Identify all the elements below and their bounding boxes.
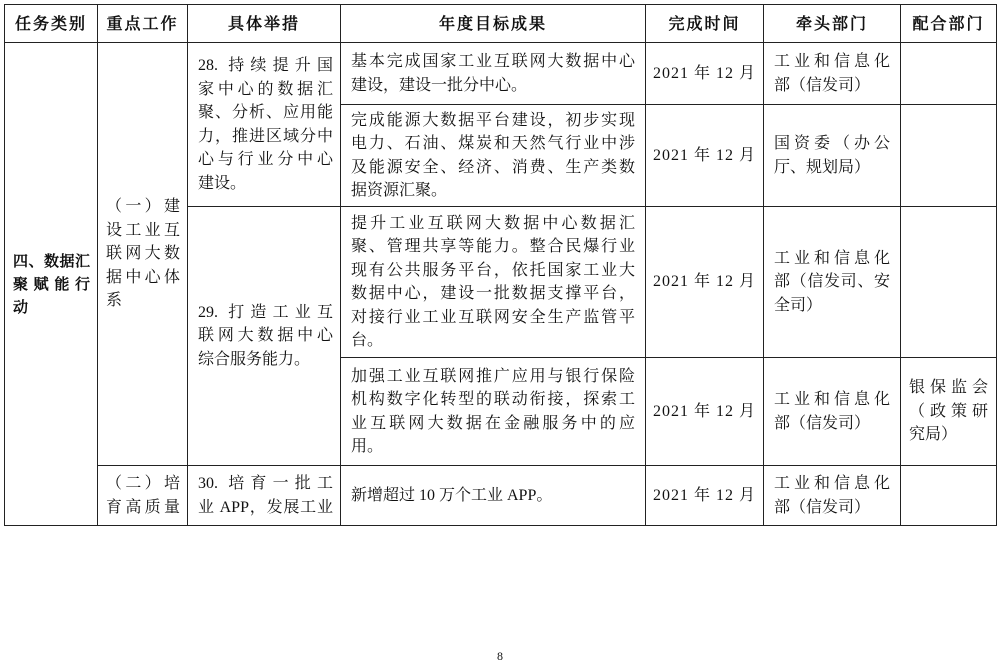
cell-key-work-1 <box>98 43 188 466</box>
cell-lead-row1 <box>764 43 901 105</box>
text-line: （一）建 <box>106 198 180 216</box>
deadline-text: 2021 年 12 月 <box>652 486 756 504</box>
text-line: 28. 持续提升国 <box>198 57 333 74</box>
text-line: 对接行业工业互联网安全生产监管平 <box>351 308 635 326</box>
text-line: 部（信发司、安 <box>774 273 890 291</box>
text-line: 国资委（办公 <box>774 135 890 152</box>
text-line: 联网大数据中心 <box>198 327 333 345</box>
text-line: 现有公共服务平台，依托国家工业大 <box>351 261 635 279</box>
text-line: 29. 打造工业互 <box>198 303 333 321</box>
text-line: 据中心体 <box>106 268 180 286</box>
text-line: 提升工业互联网大数据中心数据汇 <box>351 214 635 232</box>
text-line: 聚赋能行 <box>13 274 90 293</box>
cell-measure-29 <box>188 207 341 466</box>
deadline-text: 2021 年 12 月 <box>652 64 756 82</box>
cell-support-row4 <box>901 358 997 466</box>
header-lead-department: 牵头部门 <box>764 5 901 43</box>
text-line: 部（信发司） <box>774 76 871 94</box>
text-line: 建设。 <box>198 174 247 192</box>
text-line: （二）培 <box>106 475 180 492</box>
text-line: 据资源汇聚。 <box>351 182 448 199</box>
cell-goal-row1 <box>341 43 646 105</box>
deadline-text: 2021 年 12 月 <box>652 273 756 291</box>
text-line: 部（信发司） <box>774 414 871 432</box>
text-line: 新增超过 10 万个工业 APP。 <box>351 486 553 504</box>
text-line: 心与行业分中心 <box>198 151 333 168</box>
text-line: 育高质量 <box>106 498 180 516</box>
page-number: 8 <box>497 649 503 663</box>
header-task-category: 任务类别 <box>5 5 98 43</box>
cell-measure-28 <box>188 43 341 207</box>
text-line: 部（信发司） <box>774 498 871 516</box>
text-line: 系 <box>106 292 123 310</box>
header-key-work: 重点工作 <box>98 5 188 43</box>
cell-deadline-row1 <box>646 43 764 105</box>
cell-support-row1 <box>901 43 997 105</box>
text-line: 力，推进区域分中 <box>198 127 333 145</box>
cell-deadline-row2 <box>646 105 764 207</box>
text-line: 30. 培育一批工 <box>198 475 333 492</box>
text-line: 数据中心，建设一批数据支撑平台， <box>351 285 635 302</box>
text-line: 业互联网大数据在金融服务中的应 <box>351 414 635 432</box>
text-line: 工业和信息化 <box>774 53 890 70</box>
text-line: 工业和信息化 <box>774 249 890 267</box>
text-line: 完成能源大数据平台建设，初步实现 <box>351 111 635 129</box>
text-line: 究局） <box>909 426 958 444</box>
cell-task-category <box>5 43 98 526</box>
header-support-department: 配合部门 <box>901 5 997 43</box>
cell-measure-30 <box>188 466 341 526</box>
cell-deadline-row3 <box>646 207 764 358</box>
text-line: 设工业互 <box>106 221 180 239</box>
text-line: 工业和信息化 <box>774 475 890 492</box>
text-line: 及能源安全、经济、消费、生产类数 <box>351 158 635 176</box>
text-line: 建设，建设一批分中心。 <box>351 76 528 94</box>
text-line: 聚、管理共享等能力。整合民爆行业 <box>351 238 635 255</box>
deadline-text: 2021 年 12 月 <box>652 146 756 164</box>
text-line: 联网大数 <box>106 245 180 263</box>
cell-deadline-row5 <box>646 466 764 526</box>
text-line: 机构数字化转型的联动衔接，探索工 <box>351 391 635 408</box>
cell-support-row3 <box>901 207 997 358</box>
cell-lead-row5 <box>764 466 901 526</box>
text-line: 综合服务能力。 <box>198 350 311 368</box>
header-measures: 具体举措 <box>188 5 341 43</box>
cell-support-row5 <box>901 466 997 526</box>
cell-goal-row2 <box>341 105 646 207</box>
text-line: 基本完成国家工业互联网大数据中心 <box>351 53 635 70</box>
header-annual-goal: 年度目标成果 <box>341 5 646 43</box>
header-deadline: 完成时间 <box>646 5 764 43</box>
text-line: 动 <box>13 297 29 316</box>
deadline-text: 2021 年 12 月 <box>652 402 756 420</box>
cell-goal-row4 <box>341 358 646 466</box>
cell-lead-row2 <box>764 105 901 207</box>
cell-goal-row3 <box>341 207 646 358</box>
text-line: 加强工业互联网推广应用与银行保险 <box>351 367 635 385</box>
cell-support-row2 <box>901 105 997 207</box>
text-line: 四、数据汇 <box>13 251 90 270</box>
cell-goal-row5 <box>341 466 646 526</box>
text-line: 银保监会 <box>909 379 988 397</box>
cell-lead-row4 <box>764 358 901 466</box>
text-line: 电力、石油、煤炭和天然气行业中涉 <box>351 135 635 152</box>
text-line: 台。 <box>351 332 384 349</box>
cell-deadline-row4 <box>646 358 764 466</box>
text-line: 工业和信息化 <box>774 391 890 408</box>
text-line: 家中心的数据汇 <box>198 80 333 98</box>
cell-lead-row3 <box>764 207 901 358</box>
task-table <box>4 4 997 526</box>
text-line: （政策研 <box>909 402 988 420</box>
text-line: 聚、分析、应用能 <box>198 104 333 121</box>
text-line: 厅、规划局） <box>774 158 871 176</box>
text-line: 全司） <box>774 296 823 314</box>
text-line: 业 APP，发展工业 <box>198 498 333 516</box>
text-line: 用。 <box>351 438 384 455</box>
cell-key-work-2 <box>98 466 188 526</box>
